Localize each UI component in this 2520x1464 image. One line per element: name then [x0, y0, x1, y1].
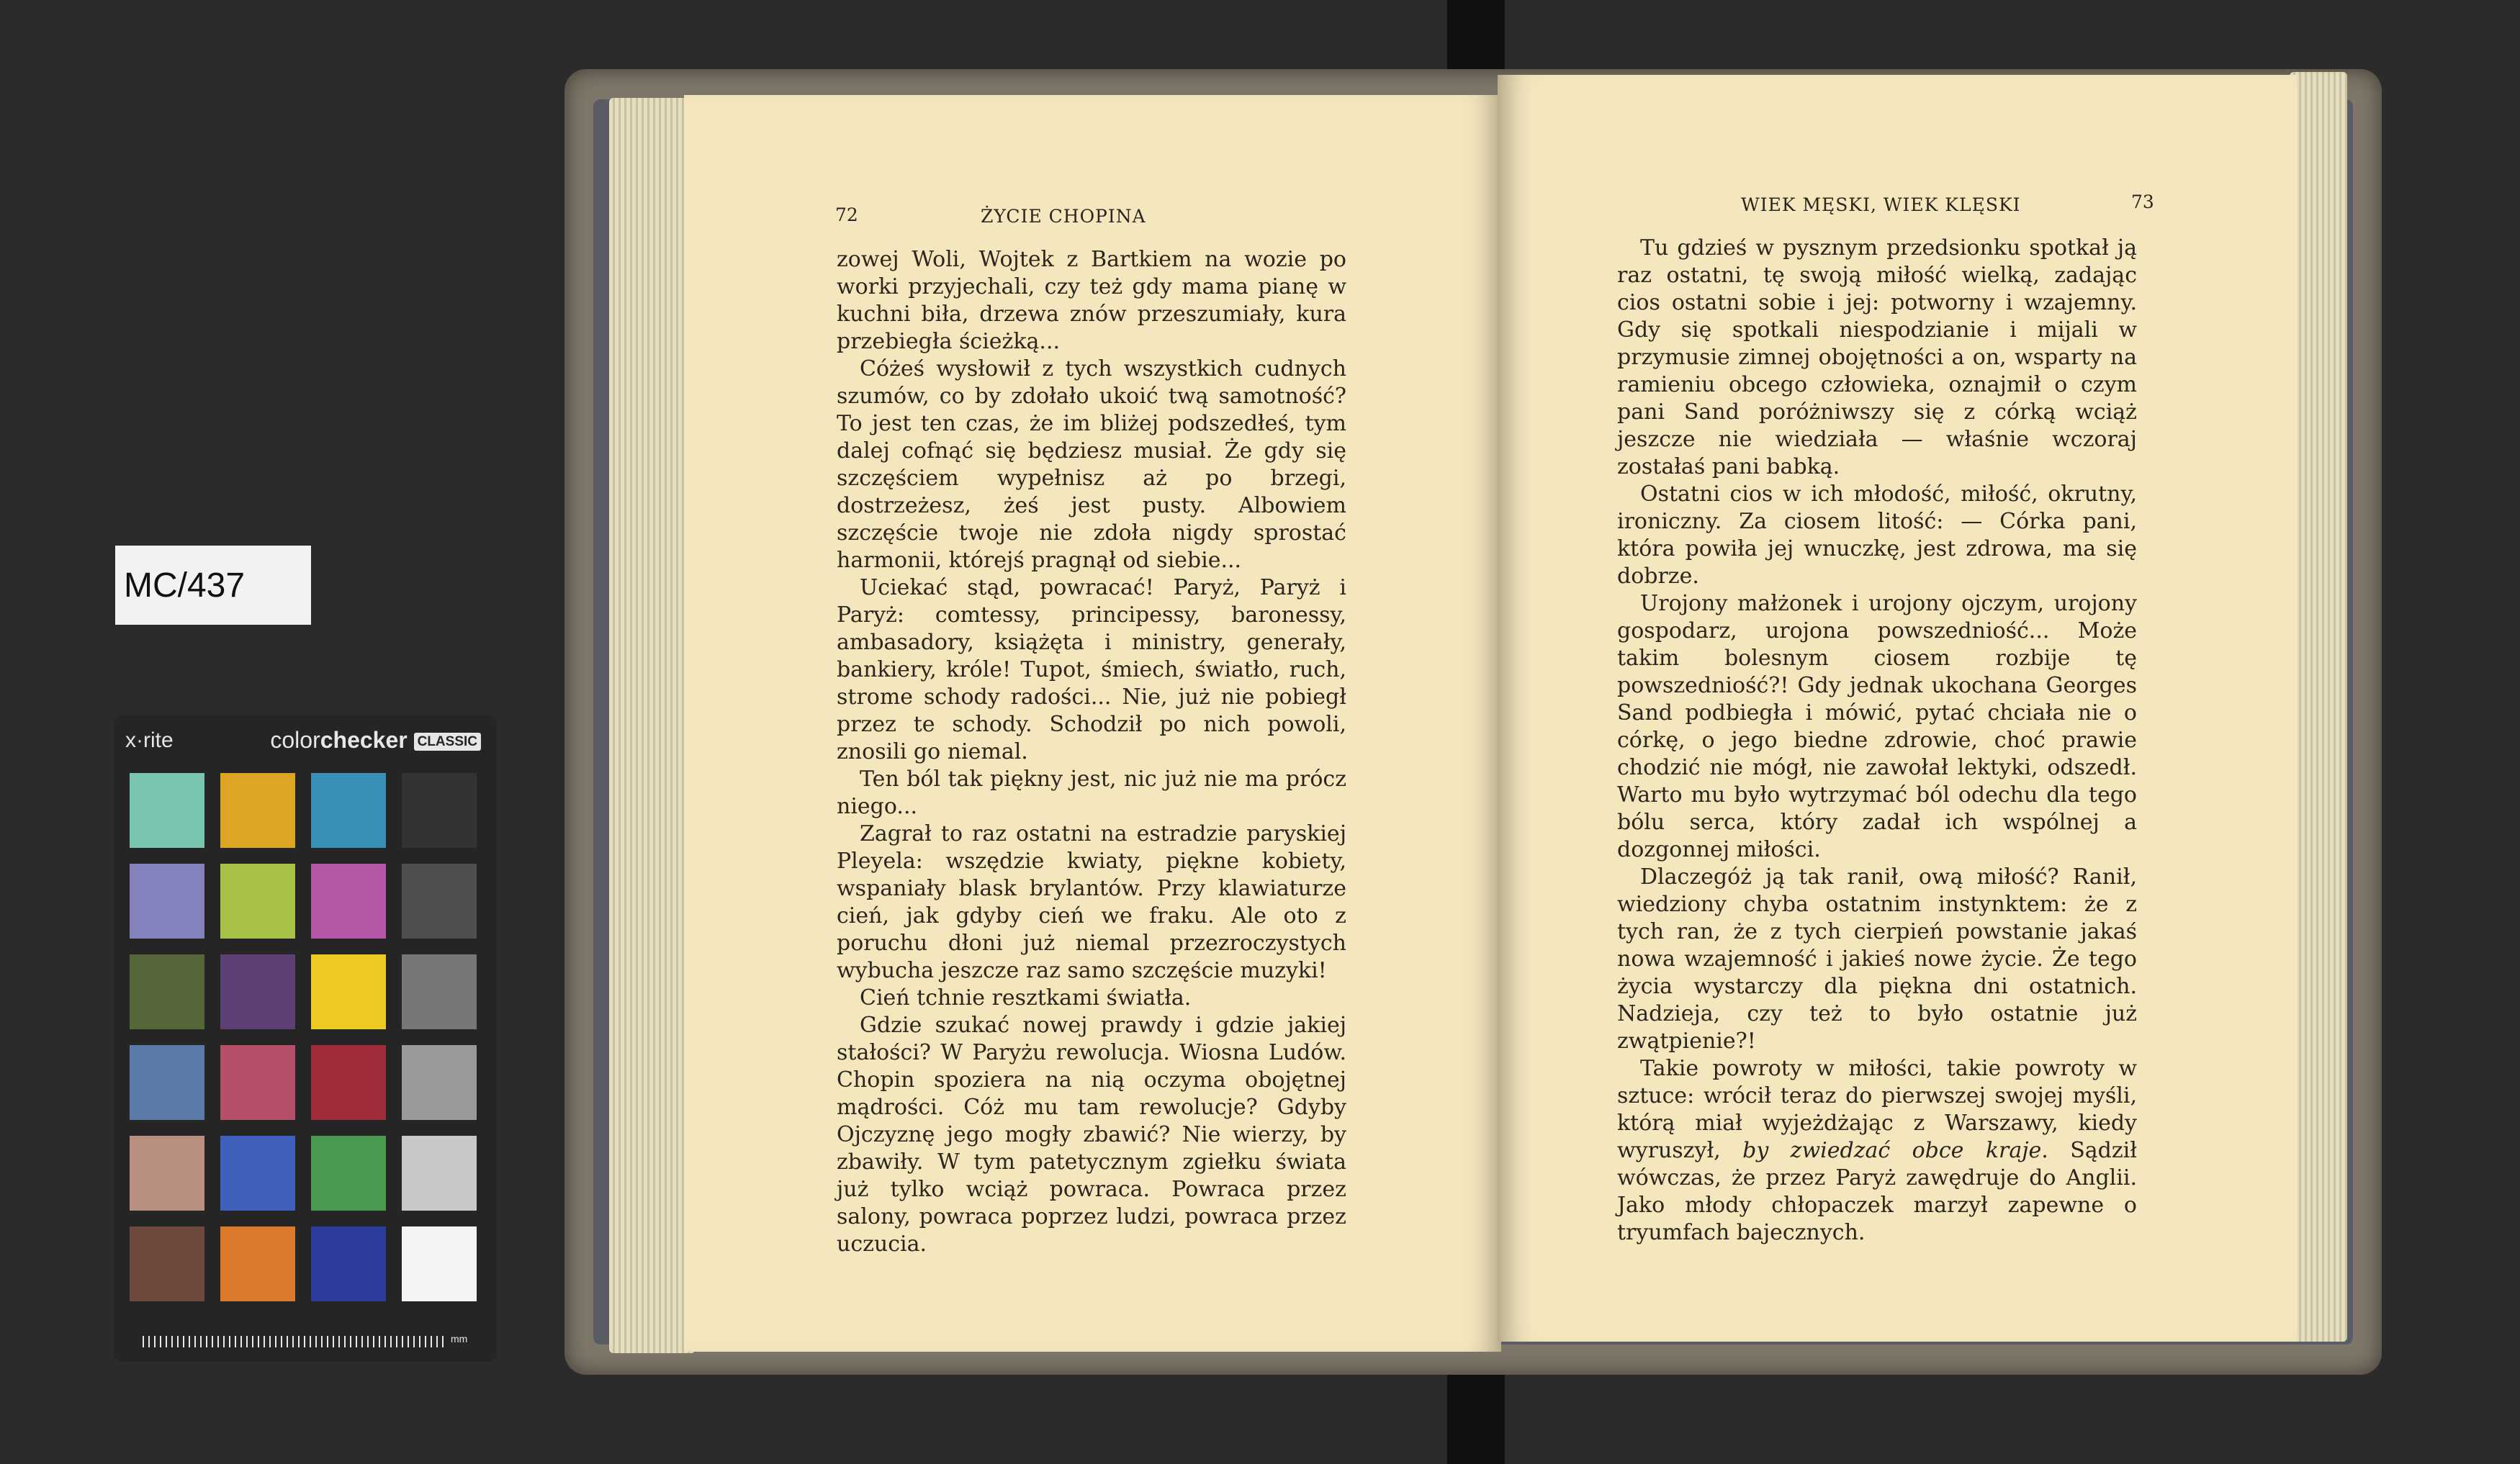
color-swatch: [130, 773, 204, 848]
color-swatch: [220, 864, 295, 939]
color-swatch: [130, 1226, 204, 1301]
color-swatch: [402, 954, 477, 1029]
left-page-number: 72: [835, 204, 858, 225]
left-paragraph: Cień tchnie resztkami światła.: [860, 985, 1192, 1011]
checker-product-light: color: [270, 727, 320, 753]
color-swatch: [311, 1045, 386, 1120]
right-page-text: [1617, 235, 2137, 1247]
right-page-number: 73: [2131, 191, 2154, 212]
color-swatch: [311, 1136, 386, 1211]
color-checker-card: [114, 715, 497, 1362]
color-swatch: [130, 1136, 204, 1211]
left-paragraph: Ten ból tak piękny jest, nic już nie ma prócz niego...: [837, 767, 1346, 819]
color-swatch: [402, 773, 477, 848]
color-swatch: [311, 864, 386, 939]
color-swatch: [402, 1226, 477, 1301]
checker-unit: mm: [451, 1333, 468, 1345]
color-swatch: [130, 954, 204, 1029]
color-swatch: [402, 1136, 477, 1211]
color-swatch: [402, 864, 477, 939]
left-paragraph: Uciekać stąd, powracać! Paryż, Paryż i Paryż: comtessy, principessy, baronessy, ambasadory, książęta i ministry, generały, bankiery, króle! Tupot, śmiech, światło, ruch, strome schody radości... Nie, już nie pobiegł przez te schody. Schodził po nich powoli, znosili go niemal.: [837, 575, 1346, 764]
color-swatch: [311, 954, 386, 1029]
color-swatch: [220, 1226, 295, 1301]
checker-product: [270, 727, 481, 754]
left-page-text: [837, 246, 1346, 1258]
right-page: [1498, 75, 2297, 1342]
left-paragraph: zowej Woli, Wojtek z Bartkiem na wozie po worki przyjechali, czy też gdy mama pianę w kuchni biła, drzewa znów przeszumiały, kura przebiegła ścieżką...: [837, 247, 1346, 354]
right-running-head: WIEK MĘSKI, WIEK KLĘSKI: [1741, 194, 2021, 215]
right-paragraph: Ostatni cios w ich młodość, miłość, okrutny, ironiczny. Za ciosem litość: — Córka pani, która powiła jej wnuczkę, jest zdrowa, ma się dobrze.: [1617, 482, 2137, 589]
color-swatch: [220, 1045, 295, 1120]
left-paragraph: Gdzie szukać nowej prawdy i gdzie jakiej stałości? W Paryżu rewolucja. Wiosna Ludów. Chopin spoziera na nią oczyma obojętnej mądrości. Cóż mu tam rewolucje? Gdyby Ojczyznę jego mogły zbawić? Nie wierzy, by zbawiły. W tym patetycznym zgiełku świata już tylko wciąż powraca. Powraca przez salony, powraca poprzez ludzi, powraca przez uczucia.: [837, 1013, 1346, 1257]
swatch-grid: [130, 773, 477, 1301]
color-swatch: [130, 864, 204, 939]
checker-brand: x·rite: [125, 728, 174, 752]
color-swatch: [402, 1045, 477, 1120]
color-swatch: [220, 1136, 295, 1211]
checker-badge: CLASSIC: [414, 733, 481, 751]
shelfmark-text: MC/437: [124, 566, 246, 605]
left-paragraph: Zagrał to raz ostatni na estradzie paryskiej Pleyela: wszędzie kwiaty, piękne kobiety, wspaniały blask brylantów. Przy klawiaturze cień, jak gdyby cień we fraku. Ale oto z poruchu dłoni już niemal przezroczystych wybucha jeszcze raz samo szczęście muzyki!: [837, 821, 1346, 983]
color-swatch: [130, 1045, 204, 1120]
left-paragraph: Cóżeś wysłowił z tych wszystkich cudnych szumów, co by zdołało ukoić twą samotność? To jest ten czas, że im bliżej podszedłeś, tym dalej cofnąć się będziesz musiał. Że gdy się szczęściem wypełnisz aż po brzegi, dostrzeżesz, żeś jest pusty. Albowiem szczęście twoje nie zdoła nigdy sprostać harmonii, którejś pragnął od siebie...: [837, 356, 1346, 573]
right-page-edges: [2290, 72, 2347, 1342]
right-paragraph: Urojony małżonek i urojony ojczym, urojony gospodarz, urojona powszedniość... Może takim bolesnym ciosem rozbije tę powszedniość?! Gdy jednak ukochana Georges Sand podbiegła i mówić, pytać chciała nie o córkę, o jego biedne zdrowie, choć prawie chodzić nie mógł, nie zawołał lektyki, odszedł. Warto mu było wytrzymać ból odechu dla tego bólu serca, który zadał ich wspólnej a dozgonnej miłości.: [1617, 591, 2137, 862]
italic-phrase: by zwiedzać obce kraje: [1742, 1138, 2042, 1163]
paragraph-text: Takie powroty w miłości, takie powroty w sztuce: wrócił teraz do pierwszej swojej myśli, którą miał wyjeżdżając z Warszawy, kiedy wyruszył,: [1617, 1056, 2137, 1163]
left-page-edges: [609, 98, 696, 1353]
color-swatch: [311, 773, 386, 848]
left-page: [684, 95, 1501, 1352]
color-swatch: [220, 954, 295, 1029]
checker-product-bold: checker: [320, 727, 408, 753]
color-swatch: [220, 773, 295, 848]
color-swatch: [311, 1226, 386, 1301]
paragraph-text: . Sądził wówczas, że przez Paryż zawędruje do Anglii. Jako młody chłopaczek marzył zapewne o tryumfach bajecznych.: [1617, 1138, 2137, 1245]
shelfmark-label: [115, 546, 311, 625]
right-paragraph: Dlaczegóż ją tak ranił, ową miłość? Ranił, wiedziony chyba ostatnim instynktem: że z tych ran, że z tych cierpień powstanie jakaś nowa wzajemność i jakieś nowe życie. Że tego życia wystarczy dla piękna dni ostatnich. Nadzieja, czy też to było ostatnie już zwątpienie?!: [1617, 864, 2137, 1054]
left-running-head: ŻYCIE CHOPINA: [981, 206, 1146, 227]
checker-ruler: [143, 1336, 445, 1347]
right-paragraph: Tu gdzieś w pysznym przedsionku spotkał ją raz ostatni, tę swoją miłość wielką, zadając cios ostatni sobie i jej: potworny i wzajemny. Gdy się spotkali niespodzianie i mijali w przymusie zimnej obojętności a on, wsparty na ramieniu obcego człowieka, oznajmił o czym pani Sand poróżniwszy się z córką wciąż jeszcze nie wiedziała — właśnie wczoraj zostałaś pani babką.: [1617, 235, 2137, 479]
right-paragraph: [1617, 1055, 2137, 1247]
